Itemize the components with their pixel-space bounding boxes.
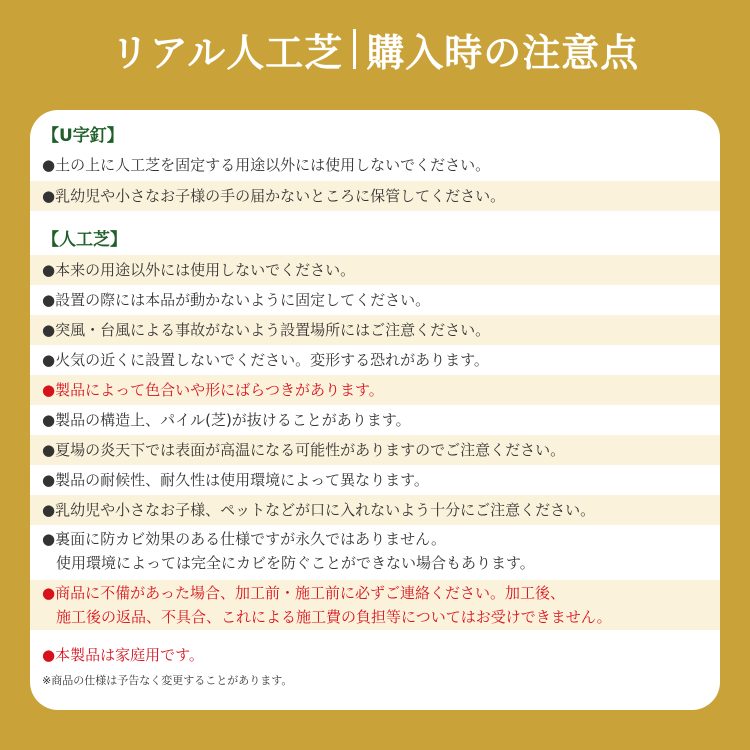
title-product: リアル人工芝 (110, 30, 344, 75)
notice-line: 使用環境によっては完全にカビを防ぐことができない場合もあります。 (56, 554, 535, 572)
notice-item: ●製品の構造上、パイル(芝)が抜けることがあります。 (42, 411, 411, 429)
notice-item: ●乳幼児や小さなお子様の手の届かないところに保管してください。 (30, 181, 720, 211)
page-title (0, 14, 750, 84)
title-subject: 購入時の注意点 (366, 30, 640, 75)
title-divider (353, 29, 356, 69)
notice-line: ●商品に不備があった場合、加工前・施工前に必ずご連絡ください。加工後、 (42, 584, 565, 602)
notice-item-warning: ●本製品は家庭用です。 (42, 646, 204, 664)
footnote: ※商品の仕様は予告なく変更することがあります。 (42, 674, 293, 687)
notice-item: ●突風・台風による事故がないよう設置場所にはご注意ください。 (30, 315, 720, 345)
notice-item: ●本来の用途以外には使用しないでください。 (30, 255, 720, 285)
notice-item: ●製品の耐候性、耐久性は使用環境によって異なります。 (42, 471, 429, 489)
notice-line: ●裏面に防カビ効果のある仕様ですが永久ではありません。 (42, 530, 446, 548)
notice-item: ●土の上に人工芝を固定する用途以外には使用しないでください。 (42, 156, 491, 174)
section-heading-u-pin: 【U字釘】 (42, 126, 124, 146)
notice-item: ●火気の近くに設置しないでください。変形する恐れがあります。 (42, 351, 489, 369)
notice-item-warning-multiline (30, 580, 720, 630)
section-heading-turf: 【人工芝】 (42, 230, 127, 250)
notice-item: ●乳幼児や小さなお子様、ペットなどが口に入れないよう十分にご注意ください。 (30, 495, 720, 525)
notice-item: ●設置の際には本品が動かないように固定してください。 (42, 291, 431, 309)
notice-item: ●夏場の炎天下では表面が高温になる可能性がありますのでご注意ください。 (30, 435, 720, 465)
notice-card (30, 110, 720, 710)
notice-item-multiline (30, 526, 720, 576)
notice-line: 施工後の返品、不具合、これによる施工費の負担等についてはお受けできません。 (56, 608, 612, 626)
notice-item-warning: ●製品によって色合いや形にばらつきがあります。 (30, 375, 720, 405)
